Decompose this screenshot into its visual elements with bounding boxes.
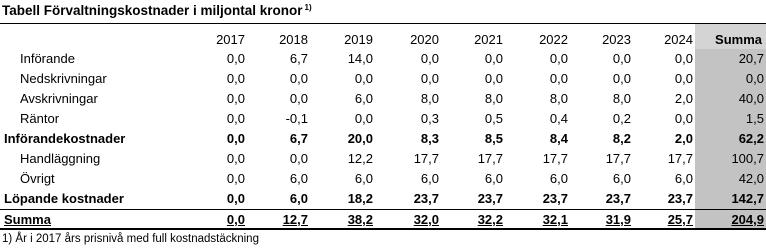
col-header-2023: 2023	[602, 32, 631, 47]
cell: 6,7	[289, 131, 308, 146]
cell: 17,7	[413, 151, 439, 166]
cell: 0,0	[226, 51, 245, 66]
cell: 0,0	[226, 171, 245, 186]
summa-cell: 20,7	[738, 51, 764, 66]
cell: 6,0	[674, 171, 693, 186]
cell: 17,7	[477, 151, 503, 166]
cell: 0,0	[612, 71, 631, 86]
cell: 0,0	[484, 71, 503, 86]
cell: 0,0	[289, 151, 308, 166]
cell: 0,0	[420, 71, 439, 86]
cell: 0,0	[674, 111, 693, 126]
row-label: Handläggning	[20, 151, 101, 166]
cell: 18,2	[347, 191, 373, 206]
cell: 23,7	[605, 191, 631, 206]
cell: 31,9	[605, 212, 631, 227]
cell: 8,5	[484, 131, 503, 146]
cell: 0,0	[354, 111, 373, 126]
cell: 0,3	[420, 111, 439, 126]
cell: 12,2	[347, 151, 373, 166]
row-label: Avskrivningar	[20, 91, 98, 106]
cell: 0,0	[549, 51, 568, 66]
col-header-2017: 2017	[216, 32, 245, 47]
cell: 6,0	[289, 191, 308, 206]
cell: 0,0	[420, 51, 439, 66]
cell: 0,5	[484, 111, 503, 126]
cell: 6,0	[354, 91, 373, 106]
cell: 8,0	[420, 91, 439, 106]
cost-table	[0, 23, 766, 230]
col-header-2024: 2024	[664, 32, 693, 47]
summa-column-cell	[695, 49, 766, 69]
table-row	[0, 109, 766, 129]
cell: 0,0	[226, 191, 245, 206]
cell: 17,7	[605, 151, 631, 166]
col-header-2022: 2022	[539, 32, 568, 47]
row-label: Löpande kostnader	[4, 191, 124, 206]
cell: 8,4	[549, 131, 568, 146]
cell: 6,0	[549, 171, 568, 186]
summa-column-cell	[695, 189, 766, 209]
cell: -0,1	[285, 111, 308, 126]
summa-cell: 40,0	[738, 91, 764, 106]
cell: 38,2	[347, 212, 373, 227]
summa-column-cell	[695, 129, 766, 149]
row-label: Övrigt	[20, 171, 55, 186]
row-label: Räntor	[20, 111, 60, 126]
summa-cell: 42,0	[738, 171, 764, 186]
cell: 25,7	[667, 212, 693, 227]
cell: 6,0	[420, 171, 439, 186]
cell: 8,3	[420, 131, 439, 146]
cell: 8,0	[612, 91, 631, 106]
cell: 2,0	[674, 131, 693, 146]
cell: 0,0	[354, 71, 373, 86]
cell: 8,0	[549, 91, 568, 106]
summa-cell: 100,7	[731, 151, 764, 166]
cell: 0,0	[226, 212, 245, 227]
table-row	[0, 89, 766, 109]
row-label: Införandekostnader	[4, 131, 126, 146]
cell: 0,2	[612, 111, 631, 126]
cell: 8,2	[612, 131, 631, 146]
summa-column-cell	[695, 210, 766, 228]
cell: 32,2	[477, 212, 503, 227]
cell: 0,0	[226, 131, 245, 146]
summa-cell: 142,7	[731, 191, 764, 206]
cell: 0,0	[289, 71, 308, 86]
cell: 0,0	[226, 71, 245, 86]
cell: 6,0	[354, 171, 373, 186]
cell: 6,7	[289, 51, 308, 66]
summa-column-cell	[695, 109, 766, 129]
summa-column-cell	[695, 69, 766, 89]
col-header-2019: 2019	[344, 32, 373, 47]
cell: 12,7	[282, 212, 308, 227]
cell: 6,0	[612, 171, 631, 186]
row-label: Nedskrivningar	[20, 71, 107, 86]
cell: 0,0	[289, 91, 308, 106]
summa-column-cell	[695, 149, 766, 169]
summa-cell: 204,9	[731, 212, 764, 227]
summa-cell: 1,5	[745, 111, 764, 126]
cell: 23,7	[477, 191, 503, 206]
col-header-2021: 2021	[474, 32, 503, 47]
footnote: 1) År i 2017 års prisnivå med full kostnadstäckning	[2, 233, 259, 245]
col-header-2020: 2020	[410, 32, 439, 47]
table-title-text: Tabell Förvaltningskostnader i miljontal kronor	[2, 3, 303, 18]
cell: 32,0	[413, 212, 439, 227]
table-row	[0, 169, 766, 189]
total-row	[0, 209, 766, 229]
cell: 14,0	[347, 51, 373, 66]
header-row	[0, 24, 766, 49]
table-row	[0, 49, 766, 69]
summa-cell: 62,2	[738, 131, 764, 146]
cell: 0,0	[226, 91, 245, 106]
cell: 6,0	[484, 171, 503, 186]
cell: 23,7	[542, 191, 568, 206]
table-title	[2, 1, 312, 21]
summa-cell: 0,0	[745, 71, 764, 86]
table-row	[0, 149, 766, 169]
row-label: Införande	[20, 51, 75, 66]
cell: 0,0	[226, 151, 245, 166]
col-header-summa: Summa	[715, 32, 762, 47]
subtotal-row	[0, 189, 766, 209]
cell: 0,0	[612, 51, 631, 66]
cell: 6,0	[289, 171, 308, 186]
summa-column-cell	[695, 169, 766, 189]
cell: 23,7	[413, 191, 439, 206]
cell: 0,0	[674, 71, 693, 86]
summa-column-cell	[695, 24, 766, 49]
cell: 20,0	[347, 131, 373, 146]
summa-column-cell	[695, 89, 766, 109]
cell: 17,7	[542, 151, 568, 166]
table-row	[0, 69, 766, 89]
cell: 0,0	[484, 51, 503, 66]
cell: 2,0	[674, 91, 693, 106]
title-footnote-marker: 1)	[304, 3, 312, 12]
cell: 32,1	[542, 212, 568, 227]
cell: 0,0	[226, 111, 245, 126]
subtotal-row	[0, 129, 766, 149]
row-label: Summa	[4, 212, 51, 227]
cell: 23,7	[667, 191, 693, 206]
col-header-2018: 2018	[279, 32, 308, 47]
cell: 17,7	[667, 151, 693, 166]
cell: 0,0	[549, 71, 568, 86]
cell: 8,0	[484, 91, 503, 106]
cell: 0,4	[549, 111, 568, 126]
cell: 0,0	[674, 51, 693, 66]
